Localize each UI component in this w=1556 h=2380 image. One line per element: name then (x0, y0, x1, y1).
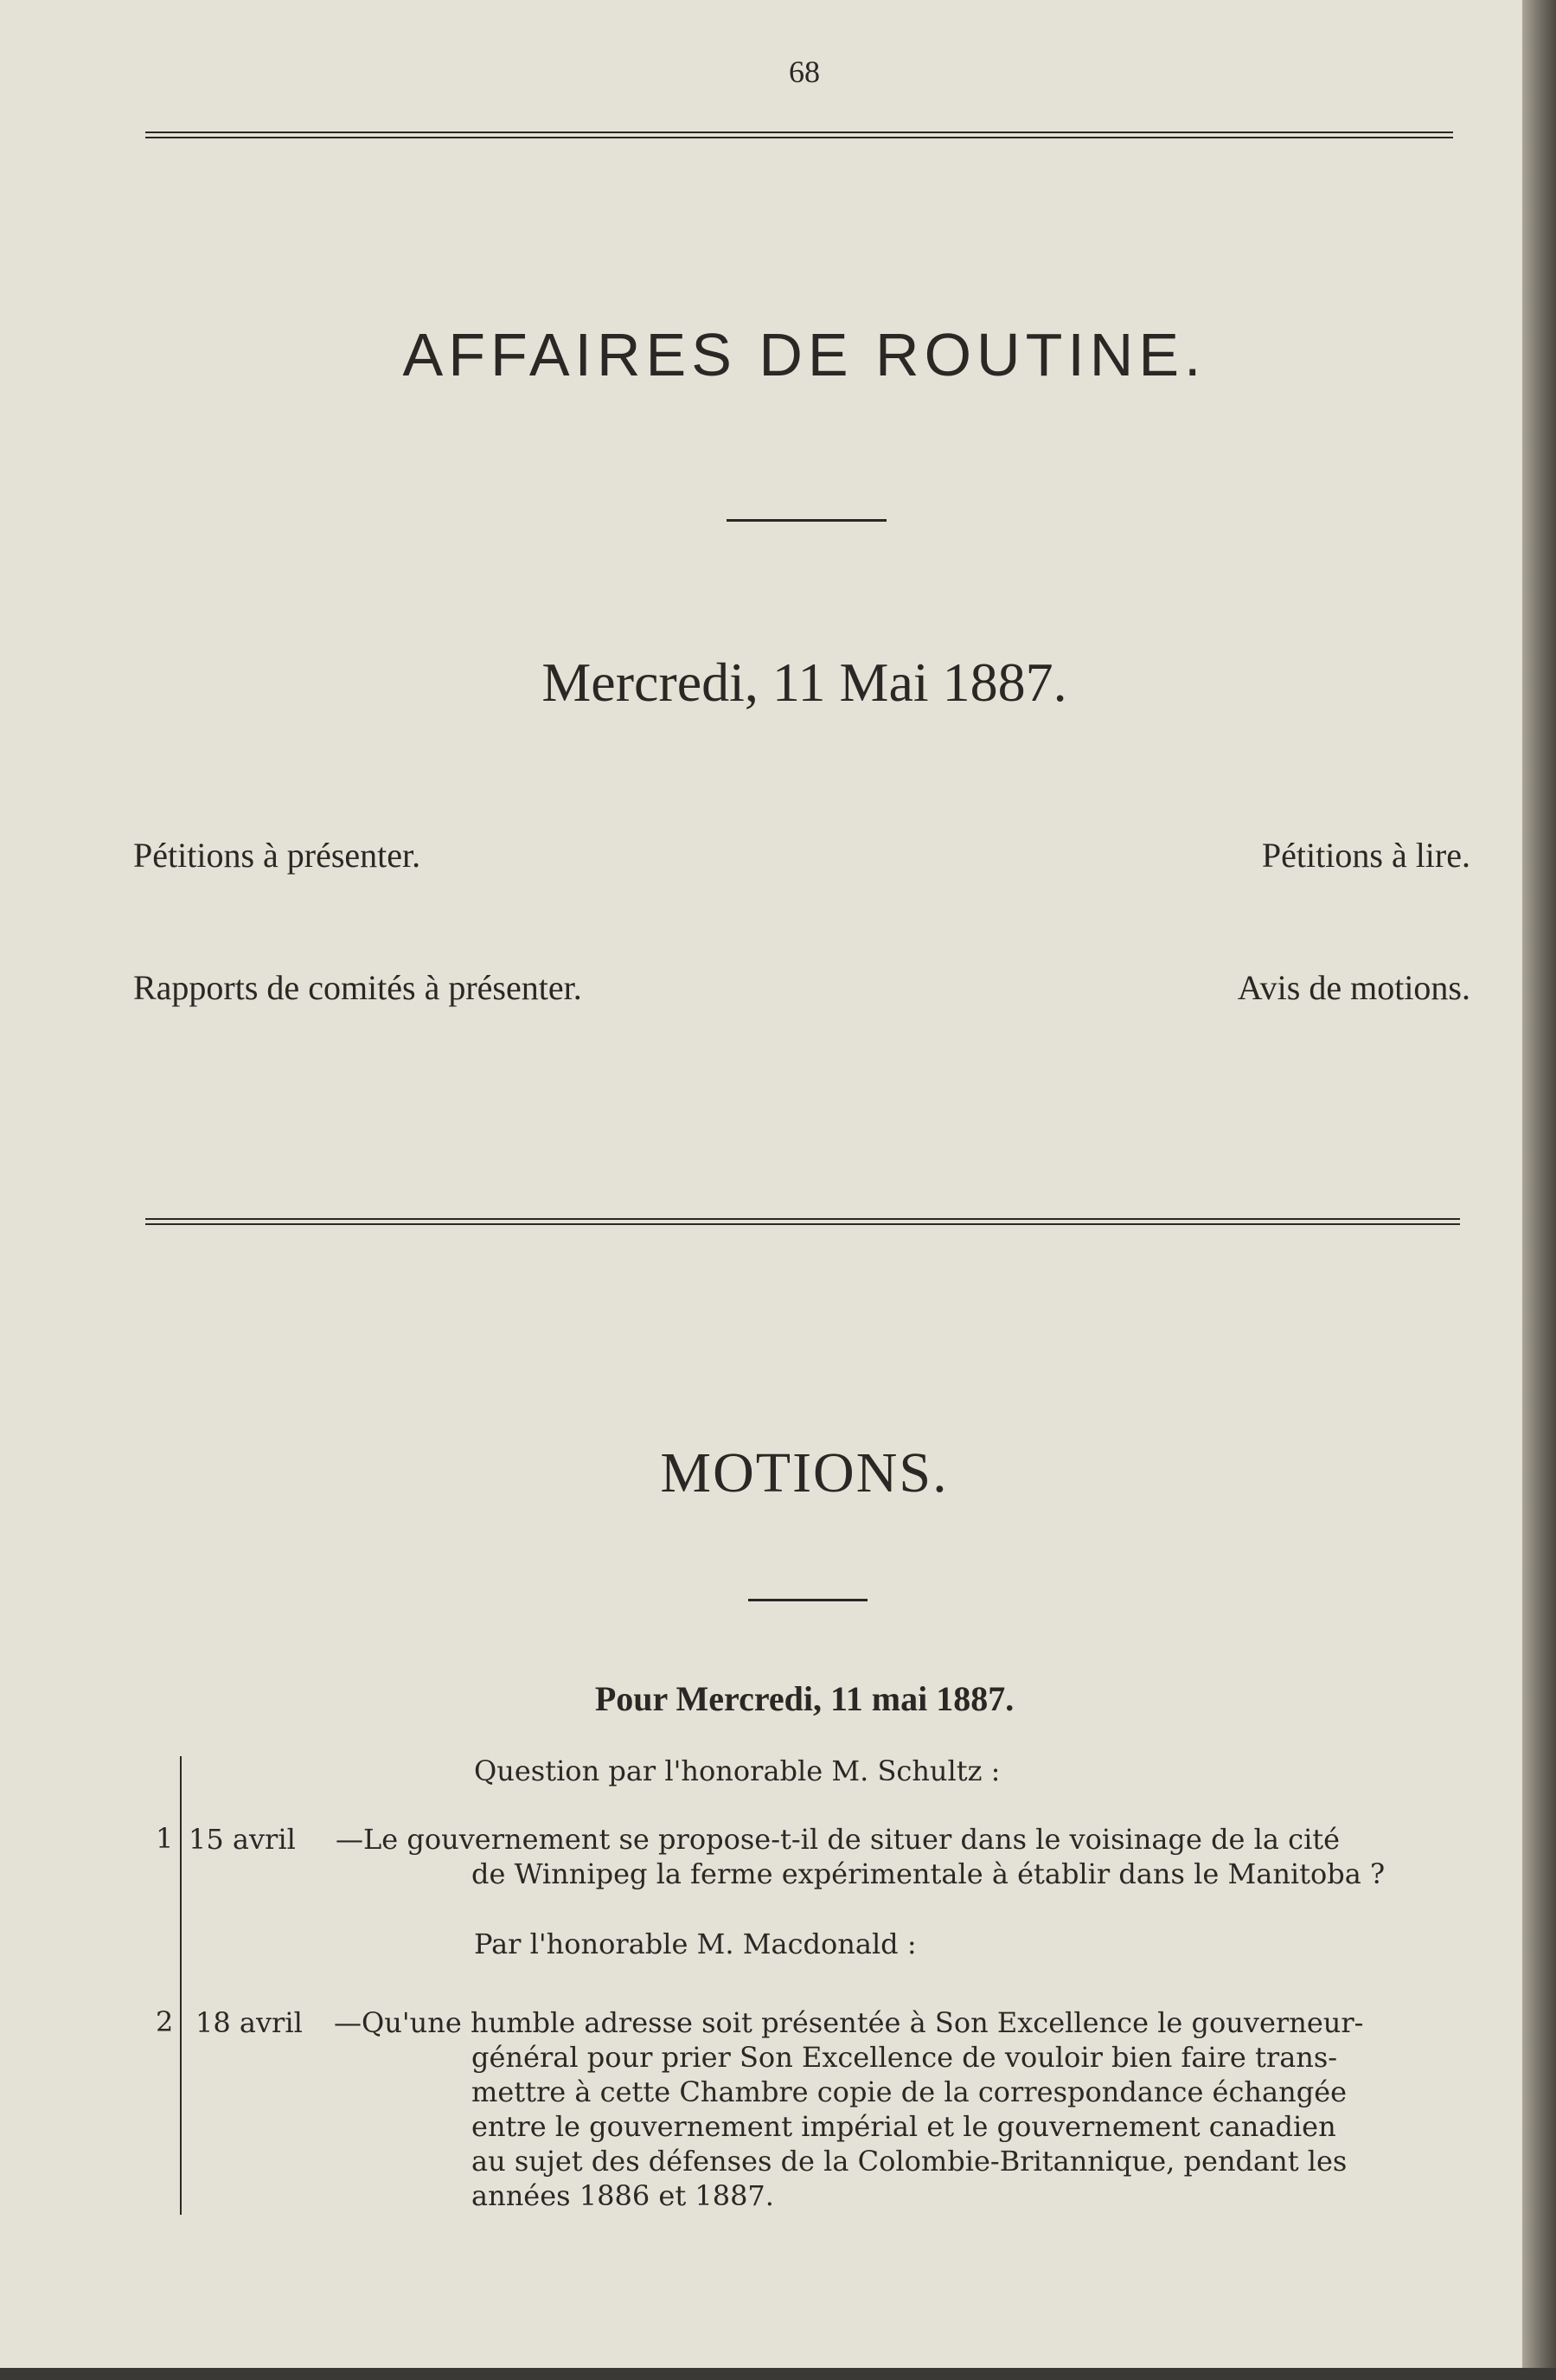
routine-petitions-presenter: Pétitions à présenter. (133, 836, 421, 875)
motion-2-line-6: années 1886 et 1887. (471, 2179, 774, 2212)
motion-margin-line (180, 1756, 182, 2215)
motion-2-number: 2 (156, 2005, 174, 2038)
motion-1-questioner: Question par l'honorable M. Schultz : (474, 1755, 1001, 1787)
motion-2-line-1: —Qu'une humble adresse soit présentée à Son Excellence le gouverneur- (334, 2006, 1364, 2039)
motion-2-line-5: au sujet des défenses de la Colombie-Britannique, pendant les (471, 2145, 1348, 2178)
motion-1-line-2: de Winnipeg la ferme expérimentale à établir dans le Manitoba ? (471, 1857, 1386, 1890)
section-title: AFFAIRES DE ROUTINE. (402, 321, 1207, 388)
routine-rapports-comites: Rapports de comités à présenter. (133, 968, 582, 1007)
motions-heading: MOTIONS. (660, 1441, 949, 1504)
page-number: 68 (789, 55, 820, 89)
routine-avis-motions: Avis de motions. (1237, 968, 1470, 1007)
date-heading: Mercredi, 11 Mai 1887. (541, 651, 1067, 713)
motion-2-questioner: Par l'honorable M. Macdonald : (474, 1928, 917, 1960)
title-separator (727, 519, 887, 522)
motions-separator (748, 1599, 868, 1601)
top-double-rule (145, 132, 1453, 138)
motion-2-line-4: entre le gouvernement impérial et le gouvernement canadien (471, 2110, 1336, 2143)
motion-1-line-1: —Le gouvernement se propose-t-il de situer dans le voisinage de la cité (336, 1823, 1341, 1856)
motion-2-date: 18 avril (195, 2006, 303, 2039)
middle-double-rule (145, 1218, 1460, 1225)
motion-2-line-3: mettre à cette Chambre copie de la correspondance échangée (471, 2075, 1348, 2108)
scan-bottom-edge (0, 2368, 1556, 2380)
motion-2-line-2: général pour prier Son Excellence de vouloir bien faire trans- (471, 2041, 1338, 2074)
routine-petitions-lire: Pétitions à lire. (1261, 836, 1470, 875)
page-binding-edge (1522, 0, 1556, 2380)
motions-subheading: Pour Mercredi, 11 mai 1887. (594, 1679, 1015, 1718)
motion-1-date: 15 avril (189, 1823, 296, 1856)
motion-1-number: 1 (156, 1822, 174, 1855)
